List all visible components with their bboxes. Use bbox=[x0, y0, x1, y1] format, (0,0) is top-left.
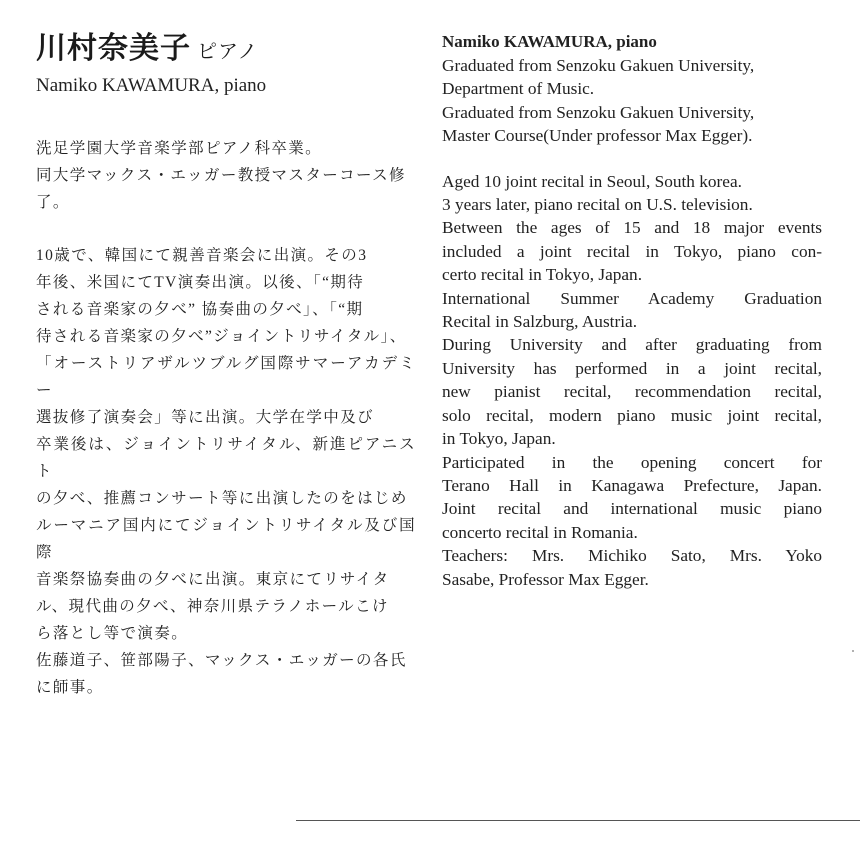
japanese-text-line: ル、現代曲の夕べ、神奈川県テラノホールこけ bbox=[36, 598, 389, 615]
japanese-text-line: 年後、米国にてTV演奏出演。以後、「“期待 bbox=[36, 274, 365, 291]
japanese-text-line: 「オーストリアザルツブルグ国際サマーアカデミー bbox=[36, 355, 416, 399]
english-text-line: 3 years later, piano recital on U.S. television. bbox=[442, 195, 753, 215]
english-education-paragraph bbox=[442, 54, 822, 148]
english-text-line: Joint recital and international music piano bbox=[442, 499, 822, 519]
english-text-line: Aged 10 joint recital in Seoul, South korea. bbox=[442, 171, 742, 191]
english-text-line: new pianist recital, recommendation recital, bbox=[442, 382, 822, 402]
english-text-line: in Tokyo, Japan. bbox=[442, 429, 556, 449]
english-text-line: included a joint recital in Tokyo, piano con- bbox=[442, 241, 822, 261]
english-text-line: Between the ages of 15 and 18 major events bbox=[442, 218, 822, 238]
japanese-text-line: 洗足学園大学音楽学部ピアノ科卒業。 bbox=[36, 140, 323, 157]
english-name-subheading: Namiko KAWAMURA, piano bbox=[36, 75, 267, 96]
japanese-education-paragraph bbox=[36, 135, 416, 216]
japanese-text-line: 了。 bbox=[36, 194, 70, 211]
japanese-name: 川村奈美子 bbox=[36, 32, 191, 65]
english-biography-title: Namiko KAWAMURA, piano bbox=[442, 32, 657, 51]
english-text-line: Graduated from Senzoku Gakuen University, bbox=[442, 56, 755, 75]
japanese-career-paragraph bbox=[36, 242, 416, 701]
english-text-line: Participated in the opening concert for bbox=[442, 452, 822, 472]
japanese-text-line: ら落とし等で演奏。 bbox=[36, 625, 189, 642]
japanese-text-line: ルーマニア国内にてジョイントリサイタル及び国際 bbox=[36, 517, 416, 561]
english-text-line: International Summer Academy Graduation bbox=[442, 288, 822, 308]
english-text-line: University has performed in a joint recital, bbox=[442, 358, 822, 378]
english-text-line: Department of Music. bbox=[442, 79, 595, 99]
english-text-line: solo recital, modern piano music joint recital, bbox=[442, 405, 822, 425]
japanese-text-line: 音楽祭協奏曲の夕べに出演。東京にてリサイタ bbox=[36, 571, 390, 588]
scan-speck bbox=[852, 650, 854, 652]
japanese-biography-column bbox=[36, 30, 416, 701]
english-text-line: Sasabe, Professor Max Egger. bbox=[442, 569, 649, 589]
english-text-line: concerto recital in Romania. bbox=[442, 522, 638, 542]
japanese-text-line: 待される音楽家の夕べ”ジョイントリサイタル」、 bbox=[36, 328, 407, 345]
japanese-name-heading bbox=[36, 30, 416, 71]
japanese-role: ピアノ bbox=[197, 41, 259, 63]
bottom-divider-rule bbox=[296, 820, 860, 821]
english-text-line: Recital in Salzburg, Austria. bbox=[442, 312, 638, 332]
english-biography-column bbox=[442, 30, 822, 591]
english-text-line: Terano Hall in Kanagawa Prefecture, Japan. bbox=[442, 475, 822, 495]
english-career-paragraph bbox=[442, 170, 822, 591]
english-text-line: Graduated from Senzoku Gakuen University, bbox=[442, 102, 755, 122]
english-text-line: Teachers: Mrs. Michiko Sato, Mrs. Yoko bbox=[442, 546, 822, 566]
japanese-text-line: 卒業後は、ジョイントリサイタル、新進ピアニスト bbox=[36, 436, 416, 480]
japanese-text-line: される音楽家の夕べ” 協奏曲の夕べ」、「“期 bbox=[36, 301, 364, 318]
japanese-text-line: 10歳で、韓国にて親善音楽会に出演。その3 bbox=[36, 247, 368, 264]
japanese-text-line: の夕べ、推薦コンサート等に出演したのをはじめ bbox=[36, 490, 408, 507]
japanese-text-line: 選抜修了演奏会」等に出演。大学在学中及び bbox=[36, 409, 375, 426]
english-text-line: certo recital in Tokyo, Japan. bbox=[442, 265, 643, 285]
english-text-line: During University and after graduating from bbox=[442, 335, 822, 355]
english-text-line: Master Course(Under professor Max Egger). bbox=[442, 126, 753, 146]
japanese-text-line: 同大学マックス・エッガー教授マスターコース修 bbox=[36, 167, 406, 184]
japanese-text-line: に師事。 bbox=[36, 679, 104, 696]
japanese-text-line: 佐藤道子、笹部陽子、マックス・エッガーの各氏 bbox=[36, 652, 407, 669]
